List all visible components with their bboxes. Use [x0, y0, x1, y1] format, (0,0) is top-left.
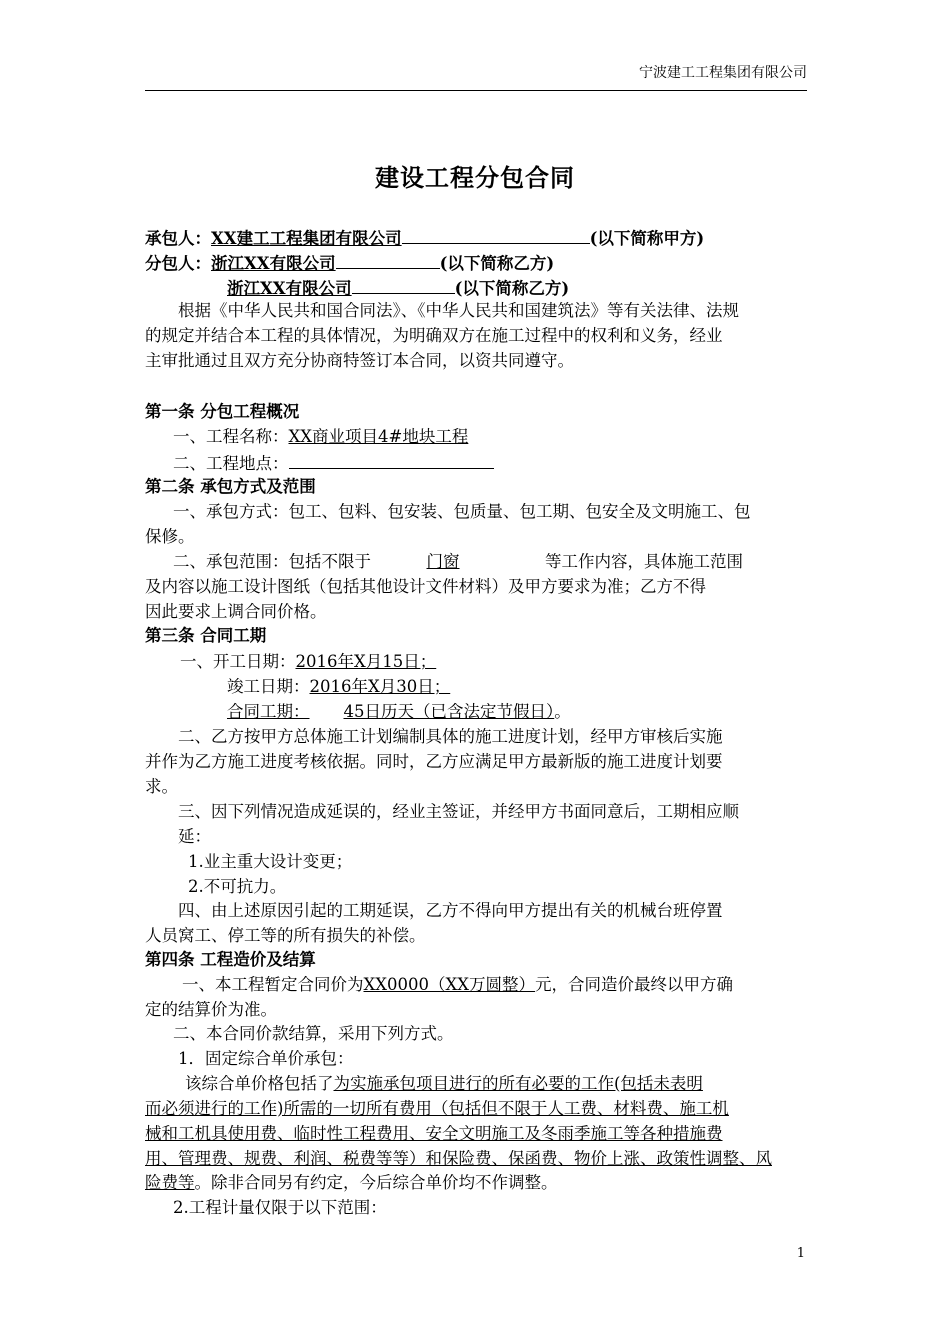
clause-3-3-line-1: 三、因下列情况造成延误的，经业主签证，并经甲方书面同意后，工期相应顺: [178, 802, 739, 821]
project-site-blank: [289, 450, 494, 469]
article-1-heading: 第一条 分包工程概况: [145, 402, 300, 421]
preamble-line-2: 的规定并结合本工程的具体情况，为明确双方在施工过程中的权利和义务，经业: [145, 326, 723, 345]
project-name-line: 一、工程名称：XX商业项目4#地块工程: [173, 427, 469, 446]
clause-3-4-line-1: 四、由上述原因引起的工期延误，乙方不得向甲方提出有关的机械台班停置: [178, 901, 723, 920]
clause-3-3-line-2: 延：: [178, 827, 211, 846]
unit-price-line-1: 该综合单价格包括了为实施承包项目进行的所有必要的工作(包括未表明: [185, 1074, 703, 1093]
subcontractor-name-2: 浙江XX有限公司: [227, 279, 352, 298]
unit-price-line-2: 而必须进行的工作)所需的一切所有费用（包括但不限于人工费、材料费、施工机: [145, 1099, 729, 1118]
delay-item-2: 2.不可抗力。: [188, 877, 287, 896]
page-header: [145, 62, 807, 91]
price-line-1: 一、本工程暂定合同价为XX0000（XX万圆整）元，合同造价最终以甲方确: [182, 975, 733, 994]
preamble-line-1: 根据《中华人民共和国合同法》、《中华人民共和国建筑法》等有关法律、法规: [178, 301, 739, 320]
period-line: 合同工期： 45日历天（已含法定节假日）。: [227, 702, 571, 721]
unit-price-line-5: 险费等。除非合同另有约定，今后综合单价均不作调整。: [145, 1173, 558, 1192]
end-date-line: 竣工日期：2016年X月30日；: [227, 677, 451, 696]
page-number: 1: [796, 1246, 805, 1261]
contract-mode-line-1: 一、承包方式：包工、包料、包安装、包质量、包工期、包安全及文明施工、包: [173, 502, 751, 521]
header-company: 宁波建工工程集团有限公司: [639, 65, 807, 81]
end-date: 2016年X月30日；: [309, 677, 451, 696]
settlement-line: 二、本合同价款结算，采用下列方式。: [173, 1024, 454, 1043]
start-date: 2016年X月15日；: [295, 652, 437, 671]
clause-3-2-line-2: 并作为乙方施工进度考核依据。同时，乙方应满足甲方最新版的施工进度计划要: [145, 752, 723, 771]
contract-price: XX0000（XX万圆整）: [363, 975, 535, 994]
price-line-2: 定的结算价为准。: [145, 1000, 277, 1019]
contractor-name: XX建工工程集团有限公司: [211, 229, 402, 248]
scope-value: 门窗: [426, 552, 460, 571]
article-3-heading: 第三条 合同工期: [145, 626, 267, 645]
delay-item-1: 1.业主重大设计变更；: [188, 852, 353, 871]
contract-mode-line-2: 保修。: [145, 527, 195, 546]
article-2-heading: 第二条 承包方式及范围: [145, 477, 316, 496]
contract-scope-line-1: 二、承包范围：包括不限于 门窗 等工作内容，具体施工范围: [145, 550, 807, 574]
measurement-line: 2.工程计量仅限于以下范围：: [173, 1198, 387, 1217]
clause-3-2-line-3: 求。: [145, 777, 178, 796]
contractor-line: 承包人：XX建工工程集团有限公司 (以下简称甲方): [145, 225, 807, 251]
unit-price-line-3: 械和工机具使用费、临时性工程费用、安全文明施工及冬雨季施工等各种措施费: [145, 1124, 723, 1143]
project-name: XX商业项目4#地块工程: [288, 427, 469, 446]
subcontractor-name-1: 浙江XX有限公司: [211, 254, 336, 273]
subcontractor-line-2: 浙江XX有限公司 (以下简称乙方): [145, 275, 807, 301]
contract-scope-line-2: 及内容以施工设计图纸（包括其他设计文件材料）及甲方要求为准；乙方不得: [145, 577, 706, 596]
clause-3-2-line-1: 二、乙方按甲方总体施工计划编制具体的施工进度计划，经甲方审核后实施: [178, 727, 723, 746]
contract-period: 45日历天（已含法定节假日）: [343, 702, 555, 721]
article-4-heading: 第四条 工程造价及结算: [145, 950, 316, 969]
contract-scope-line-3: 因此要求上调合同价格。: [145, 602, 327, 621]
unit-price-heading: 1．固定综合单价承包：: [178, 1049, 354, 1068]
start-date-line: 一、开工日期：2016年X月15日；: [180, 652, 437, 671]
document-title: 建设工程分包合同: [375, 163, 575, 192]
clause-3-4-line-2: 人员窝工、停工等的所有损失的补偿。: [145, 926, 426, 945]
subcontractor-line-1: 分包人：浙江XX有限公司 (以下简称乙方): [145, 250, 807, 276]
preamble-line-3: 主审批通过且双方充分协商特签订本合同，以资共同遵守。: [145, 351, 574, 370]
project-site-line: 二、工程地点：: [145, 450, 807, 476]
unit-price-line-4: 用、管理费、规费、利润、税费等等）和保险费、保函费、物价上涨、政策性调整、风: [145, 1149, 772, 1168]
